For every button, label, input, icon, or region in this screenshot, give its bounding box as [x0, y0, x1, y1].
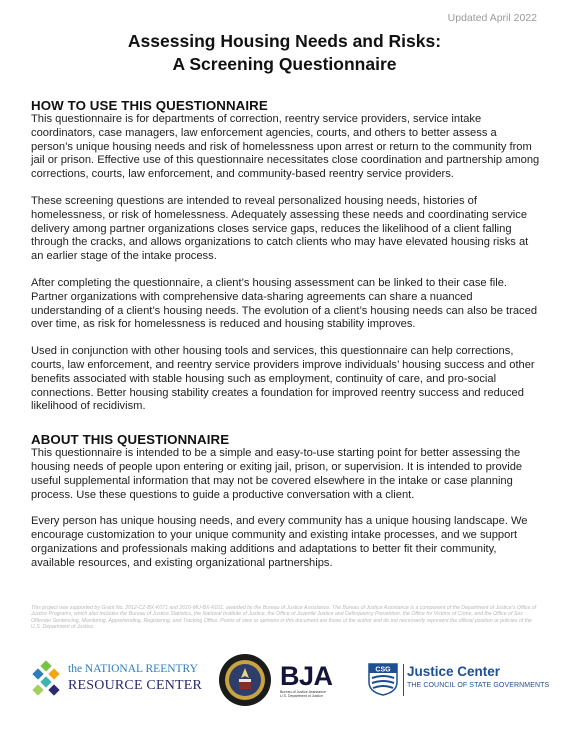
csg-name: Justice Center — [407, 664, 501, 679]
csg-badge-icon — [367, 662, 399, 696]
logo-bar — [0, 650, 569, 720]
nrrc-line-2: RESOURCE CENTER — [68, 678, 203, 693]
section-heading-about: ABOUT THIS QUESTIONNAIRE — [31, 432, 230, 448]
nrrc-mosaic-icon — [30, 660, 66, 698]
csg-justice-center-logo — [367, 662, 550, 702]
updated-date: Updated April 2022 — [447, 12, 537, 24]
nrrc-logo — [30, 660, 205, 700]
bja-subtitle-1: Bureau of Justice Assistance — [280, 690, 326, 694]
title-line-2: A Screening Questionnaire — [172, 54, 397, 74]
nrrc-line-1: the NATIONAL REENTRY — [68, 663, 198, 675]
section-heading-how-to-use: HOW TO USE THIS QUESTIONNAIRE — [31, 98, 268, 113]
paragraph: After completing the questionnaire, a client’s housing assessment can be linked to their case file. Partner organizations with comprehensive data-sharing agreements can share a nuanced understanding of a client’s housing needs. The evolution of a client’s housing needs can also be traced over time, as risk for homelessness is reduced and housing stability improves. — [31, 276, 538, 331]
csg-divider — [403, 664, 404, 696]
title-line-1: Assessing Housing Needs and Risks: — [127, 31, 442, 51]
document-body — [31, 98, 541, 571]
doj-seal-icon — [218, 653, 272, 707]
csg-badge-text: CSG — [375, 666, 391, 674]
paragraph: These screening questions are intended to reveal personalized housing needs, histories of homelessness, or risk of homelessness. Adequately assessing these needs and coordinating service delivery among partner organizations closes service gaps, reduces the likelihood of a client falling through the cracks, and allows organizations to catch clients who may have elevated housing risks at an earlier stage of the intake process. — [31, 194, 529, 263]
paragraph: This questionnaire is intended to be a simple and easy-to-use starting point for better assessing the housing needs of people upon entering or exiting jail, prison, or supervision. It is intended to provide useful supplemental information that may not be covered elsewhere in the intake or case planning process. Use these questions to guide a productive conversation with a client. — [31, 447, 523, 501]
paragraph: Used in conjunction with other housing tools and services, this questionnaire can help corrections, courts, law enforcement, and reentry service providers improve individuals’ housing success and other benefits associated with stable housing such as employment, continuity of care, and pro-social connections. Better housing stability creates a foundation for improved reentry success and reduced likelihood of recidivism. — [31, 345, 535, 413]
csg-subtitle: THE COUNCIL OF STATE GOVERNMENTS — [407, 682, 550, 689]
bja-logo — [280, 662, 340, 702]
bja-subtitle-2: U.S. Department of Justice — [280, 694, 323, 699]
page-title — [0, 30, 569, 76]
paragraph: This questionnaire is for departments of correction, reentry service providers, service intake coordinators, case managers, law enforcement agencies, courts, and others to better assess a person’s unique housing needs and risk of homelessness upon arrest or return to the community from jail or prison. Effective use of this questionnaire necessitates close coordination and partnership among corrections, courts, law enforcement, and community-based reentry service providers. — [31, 113, 540, 181]
bja-letters: BJA — [280, 661, 333, 691]
funding-footnote: This project was supported by Grant No. 2012-CZ-BX-K071 and 2016-MU-BX-K011, awarded by the Bureau of Justice Assistance. The Bureau of Justice Assistance is a component of the Department of Justice’s Office of Justice Programs, which also includes the Bureau of Justice Statistics, the National Institute of Justice, the Office of Juvenile Justice and Delinquency Prevention, the Office for Victims of Crime, and the Office of Sex Offender Sentencing, Monitoring, Apprehending, Registering, and Tracking Office. Points of view or opinions in this document are those of the author and do not necessarily represent the official position or policies of the U.S. Department of Justice. — [31, 605, 537, 631]
paragraph: Every person has unique housing needs, and every community has a unique housing landscape. We encourage customization to your unique community and existing intake processes, and we support organizations and professionals making additions and adaptations to better fit their community, available resources, and existing organizational partnerships. — [31, 515, 528, 569]
